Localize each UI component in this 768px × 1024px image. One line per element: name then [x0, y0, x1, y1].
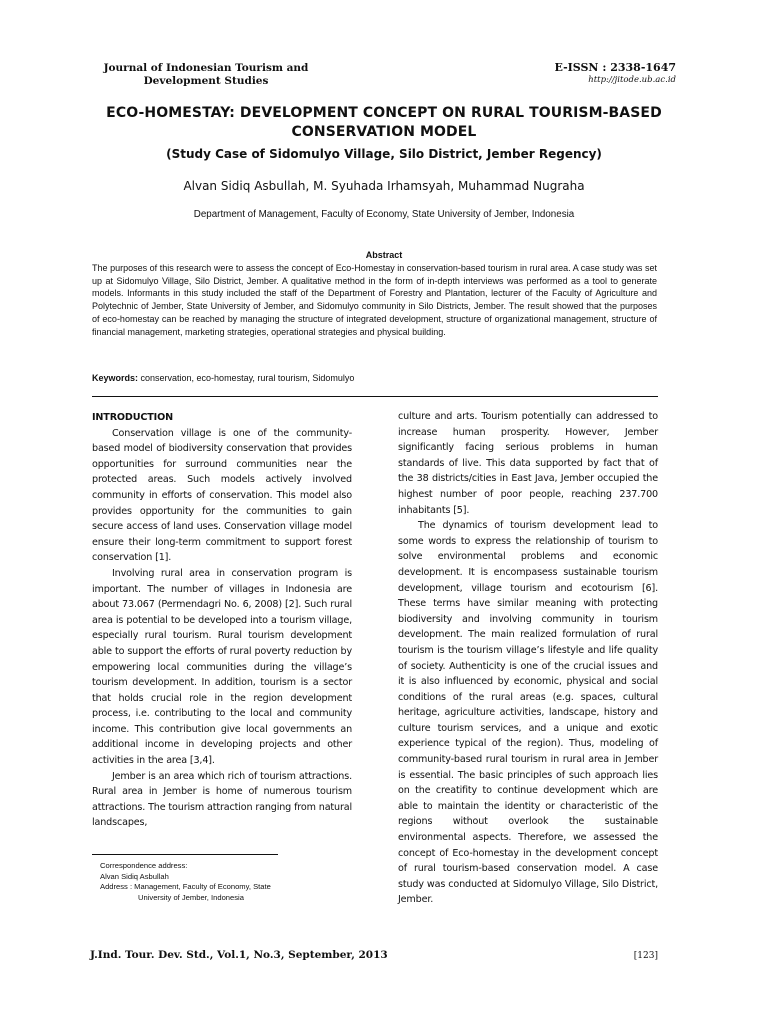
- footnote-address-line1: Address : Management, Faculty of Economy, State: [100, 882, 271, 891]
- footnote-name: Alvan Sidiq Asbullah: [100, 871, 169, 881]
- journal-name-line2: Development Studies: [143, 75, 269, 87]
- paragraph: Conservation village is one of the community-based model of biodiversity conservation that provides opportunities for surround communities near the protected areas. Such models actively involved community in efforts of conservation. This model also provides opportunity for the communities to gain secure access of land uses. Conservation village model ensure their long-term commitment to support forest conservation [1].: [92, 427, 352, 564]
- paragraph: Jember is an area which rich of tourism attractions. Rural area in Jember is home of numerous tourism attractions. The tourism attraction ranging from natural landscapes,: [92, 770, 352, 829]
- paper-title: [60, 104, 708, 142]
- authors: Alvan Sidiq Asbullah, M. Syuhada Irhamsyah, Muhammad Nugraha: [183, 179, 585, 193]
- body-column-left: [92, 410, 352, 831]
- section-divider: [92, 396, 658, 397]
- keywords: [92, 372, 657, 384]
- journal-url[interactable]: http://jitode.ub.ac.id: [588, 75, 676, 85]
- section-heading: INTRODUCTION: [92, 412, 173, 423]
- abstract-heading: Abstract: [365, 250, 403, 260]
- footnote-address-line2: University of Jember, Indonesia: [138, 892, 244, 902]
- paper-subtitle: (Study Case of Sidomulyo Village, Silo District, Jember Regency): [166, 147, 602, 161]
- body-column-right: [398, 409, 658, 908]
- footer-citation: J.Ind. Tour. Dev. Std., Vol.1, No.3, September, 2013: [90, 949, 388, 961]
- footnote-label: Correspondence address:: [100, 861, 188, 870]
- paragraph: Involving rural area in conservation program is important. The number of villages in Indonesia are about 73.067 (Permendagri No. 6, 2008) [2]. Such rural area is potential to be developed into a tourism village, especially rural tourism. Rural tourism development able to support the efforts of rural poverty reduction by empowering local communities during the village’s tourism development. In addition, tourism is a sector that holds crucial role in the region development process, i.e. contributing to the local and community income. This contribution give local governments an additional income in developing projects and other activities in the area [3,4].: [92, 567, 352, 767]
- journal-issn-block: [554, 61, 676, 86]
- keywords-label: Keywords:: [92, 373, 139, 383]
- paper-title-line1: ECO-HOMESTAY: DEVELOPMENT CONCEPT ON RURAL TOURISM-BASED: [106, 105, 662, 121]
- correspondence-footnote: [100, 861, 360, 903]
- page-number: [123]: [633, 951, 658, 961]
- keywords-list: conservation, eco-homestay, rural tourism, Sidomulyo: [138, 373, 355, 383]
- issn: E-ISSN : 2338-1647: [554, 61, 676, 74]
- paragraph: The dynamics of tourism development lead to some words to express the relationship of tourism to solve environmental problems and economic development. It is encompasess sustainable tourism development, village tourism and ecotourism [6]. These terms have similar meaning with protecting biodiversity and involving community in tourism development. The main realized formulation of rural tourism is the tourism village’s lifestyle and life quality of society. Authenticity is one of the crucial issues and it is also influenced by economic, physical and social conditions of the rural areas (e.g. spaces, cultural heritage, agriculture activities, landscape, history and culture tourism services, and a unique and exotic experience typical of the region). Thus, modeling of community-based rural tourism in rural area in Jember is essential. The basic principles of such approach lies on the creatifity to continue development which are able to maintain the identity or characteristic of the regions without overlook the sustainable environmental aspects. Therefore, we assessed the concept of Eco-homestay in the development concept of rural tourism-based conservation model. A case study was conducted at Sidomulyo Village, Silo District, Jember.: [398, 520, 658, 906]
- paper-title-line2: CONSERVATION MODEL: [291, 124, 477, 140]
- footnote-divider: [92, 854, 278, 855]
- abstract-body: The purposes of this research were to assess the concept of Eco-Homestay in conservation-based tourism in rural area. A case study was set up at Sidomulyo Village, Silo District, Jember. A qualitative method in the form of in-depth interviews was performed as a tool to generate models. Informants in this study included the staff of the Department of Forestry and Plantation, lecturer of the Faculty of Agriculture and Polytechnic of Jember, State University of Jember, and Sidomulyo community in Silo Districts, Jember. The result showed that the purposes of eco-homestay can be reached by managing the structure of integrated development, structure of organizational management, structure of financial management, marketing strategies, operational strategies and physical building.: [92, 263, 657, 337]
- journal-name: [100, 62, 312, 88]
- paragraph: culture and arts. Tourism potentially can addressed to increase human prosperity. However, Jember significantly facing serious problems in human standards of live. This data supported by fact that of the 38 districts/cities in East Java, Jember occupied the highest number of poor people, reaching 237.700 inhabitants [5].: [398, 411, 658, 516]
- journal-name-line1: Journal of Indonesian Tourism and: [103, 62, 309, 74]
- affiliation: Department of Management, Faculty of Economy, State University of Jember, Indonesia: [193, 209, 575, 220]
